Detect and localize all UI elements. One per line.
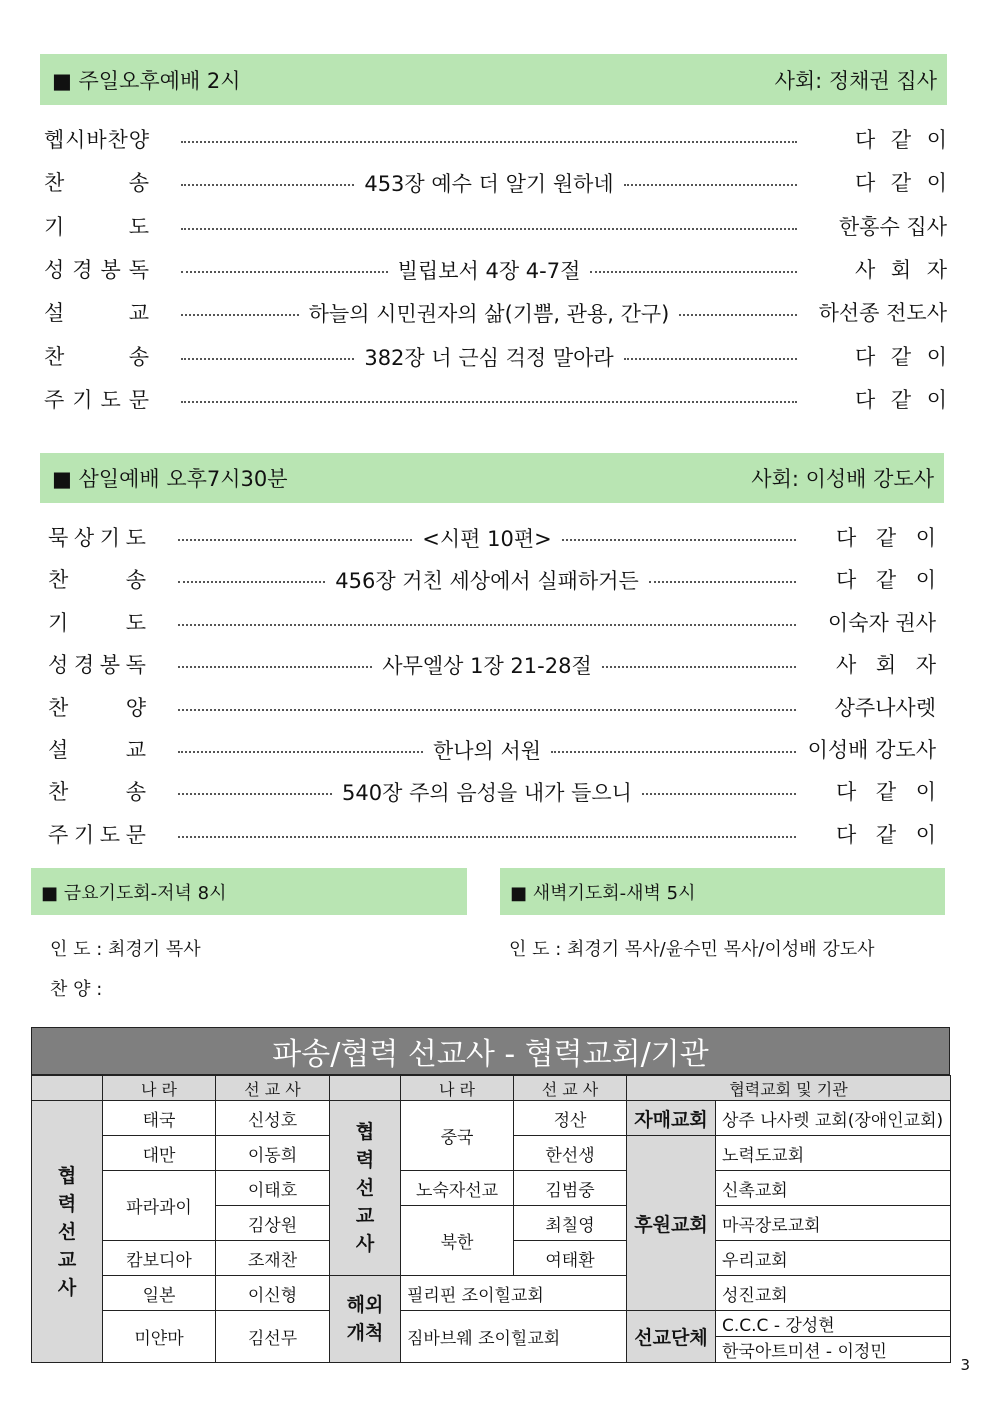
order-row (48, 777, 936, 807)
missions-title: 파송/협력 선교사 - 협력교회/기관 (31, 1027, 950, 1075)
table-cell: 김상원 (216, 1206, 330, 1241)
dotted-leader (178, 751, 423, 753)
sunday-host: 사회: 정채권 집사 (774, 68, 937, 93)
table-header-missionary: 선 교 사 (514, 1076, 627, 1101)
dotted-leader (679, 314, 797, 316)
order-row (48, 820, 936, 850)
wednesday-header-bar (40, 453, 944, 503)
order-row (48, 650, 936, 680)
table-cell: 대만 (103, 1136, 216, 1171)
dotted-leader (181, 358, 354, 360)
order-row (48, 523, 936, 553)
dotted-leader (178, 836, 796, 838)
dotted-leader (649, 581, 796, 583)
table-cell: 일본 (103, 1276, 216, 1311)
org-item: 한국아트미션 - 이정민 (716, 1336, 950, 1362)
dotted-leader (181, 184, 354, 186)
order-leader: 다 같 이 (855, 387, 947, 412)
dotted-leader (178, 624, 796, 626)
table-cell: 성진교회 (716, 1276, 951, 1311)
table-cell: 이태호 (216, 1171, 330, 1206)
table-cell: 정산 (514, 1101, 627, 1136)
missions-table (31, 1075, 951, 1363)
order-content: 540장 주의 음성을 내가 들으니 (342, 781, 632, 806)
sunday-title: ■ 주일오후예배 2시 (52, 68, 241, 93)
dawn-title: ■ 새벽기도회-새벽 5시 (510, 882, 696, 904)
order-label: 기 도 (44, 214, 149, 239)
table-cell: 김범중 (514, 1171, 627, 1206)
order-row (44, 125, 947, 155)
order-row (44, 212, 947, 242)
sunday-header-bar (40, 54, 947, 105)
order-content: 한나의 서원 (432, 739, 542, 763)
dotted-leader (178, 709, 796, 711)
dotted-leader (602, 666, 796, 668)
dotted-leader (562, 539, 796, 541)
order-row (48, 608, 936, 638)
org-item: C.C.C - 강성현 (722, 1316, 835, 1336)
order-content: 456장 거친 세상에서 실패하거든 (335, 569, 639, 594)
order-row (44, 168, 947, 198)
friday-header-bar (31, 868, 467, 915)
order-leader: 다 같 이 (836, 568, 936, 593)
dotted-leader (181, 271, 388, 273)
table-cell: 조재찬 (216, 1241, 330, 1276)
order-content: 빌립보서 4장 4-7절 (397, 258, 581, 283)
order-label: 헵 시 바 찬 양 (44, 128, 149, 152)
group2-label: 협 력 선 교 사 (330, 1101, 401, 1276)
dotted-leader (551, 751, 796, 753)
order-content: 하늘의 시민권자의 삶(기쁨, 관용, 간구) (308, 302, 670, 327)
dotted-leader (178, 666, 372, 668)
dawn-header-bar (500, 868, 945, 915)
page-number: 3 (960, 1356, 970, 1374)
dotted-leader (178, 539, 412, 541)
table-cell: 우리교회 (716, 1241, 951, 1276)
order-label: 주 기 도 문 (48, 822, 146, 847)
dotted-leader (181, 141, 797, 143)
table-header-country: 나 라 (103, 1076, 216, 1101)
table-cell: 신촉교회 (716, 1171, 951, 1206)
order-leader: 이성배 강도사 (807, 738, 936, 762)
order-label: 성 경 봉 독 (48, 653, 146, 678)
table-cell: 미얀마 (103, 1311, 216, 1363)
order-content: 사무엘상 1장 21-28절 (382, 654, 592, 679)
order-row (44, 255, 947, 285)
order-label: 기 도 (48, 610, 146, 635)
table-cell (716, 1311, 951, 1363)
table-cell: 중국 (401, 1101, 514, 1171)
table-cell: 북한 (401, 1206, 514, 1276)
table-header-missionary: 선 교 사 (216, 1076, 330, 1101)
order-label: 주 기 도 문 (44, 387, 149, 412)
dotted-leader (181, 314, 299, 316)
table-cell: 짐바브웨 조이힐교회 (401, 1311, 627, 1363)
dotted-leader (642, 793, 796, 795)
org-label: 선교단체 (627, 1311, 716, 1363)
order-content: 453장 예수 더 알기 원하네 (364, 172, 614, 197)
order-leader: 한홍수 집사 (838, 214, 947, 239)
table-cell: 마곡장로교회 (716, 1206, 951, 1241)
order-leader: 사 회 자 (855, 257, 947, 282)
order-leader: 다 같 이 (855, 171, 947, 196)
order-label: 찬 양 (48, 695, 146, 720)
order-leader: 상주나사렛 (834, 695, 936, 720)
table-cell: 신성호 (216, 1101, 330, 1136)
order-row (44, 298, 947, 328)
order-leader: 다 같 이 (855, 128, 947, 152)
dotted-leader (181, 228, 797, 230)
dotted-leader (178, 793, 332, 795)
dawn-lead: 인 도 : 최경기 목사/윤수민 목사/이성배 강도사 (509, 939, 875, 960)
table-cell: 파라과이 (103, 1171, 216, 1241)
friday-praise: 찬 양 : (50, 979, 103, 1000)
table-header-country: 나 라 (401, 1076, 514, 1101)
table-cell: 김선무 (216, 1311, 330, 1363)
order-label: 찬 송 (48, 780, 146, 805)
overseas-label: 해외 개척 (330, 1276, 401, 1363)
table-cell: 최칠영 (514, 1206, 627, 1241)
dotted-leader (181, 401, 797, 403)
order-label: 설 교 (48, 738, 146, 762)
table-cell: 필리핀 조이힐교회 (401, 1276, 627, 1311)
sister-label: 자매교회 (627, 1101, 716, 1136)
order-leader: 다 같 이 (836, 822, 936, 847)
order-label: 성 경 봉 독 (44, 257, 149, 282)
order-leader: 이숙자 권사 (827, 610, 936, 635)
order-row (44, 342, 947, 372)
group1-label: 협 력 선 교 사 (32, 1101, 103, 1363)
order-leader: 하선종 전도사 (818, 301, 947, 326)
order-label: 찬 송 (44, 344, 149, 369)
order-row (48, 565, 936, 595)
table-cell: 여태환 (514, 1241, 627, 1276)
table-cell: 태국 (103, 1101, 216, 1136)
dotted-leader (178, 581, 325, 583)
wednesday-title: ■ 삼일예배 오후7시30분 (52, 467, 288, 491)
order-label: 설 교 (44, 301, 149, 326)
support-label: 후원교회 (627, 1136, 716, 1311)
order-leader: 다 같 이 (836, 780, 936, 805)
wednesday-host: 사회: 이성배 강도사 (751, 467, 934, 491)
table-cell: 이동희 (216, 1136, 330, 1171)
dotted-leader (624, 358, 797, 360)
table-header-empty (32, 1076, 103, 1101)
friday-title: ■ 금요기도회-저녁 8시 (41, 882, 227, 904)
order-leader: 다 같 이 (836, 526, 936, 550)
order-label: 찬 송 (48, 568, 146, 593)
table-cell: 이신형 (216, 1276, 330, 1311)
table-header-empty (330, 1076, 401, 1101)
order-leader: 다 같 이 (855, 344, 947, 369)
order-row (44, 385, 947, 415)
table-cell: 노숙자선교 (401, 1171, 514, 1206)
table-cell: 한선생 (514, 1136, 627, 1171)
table-cell: 캄보디아 (103, 1241, 216, 1276)
order-content: 382장 너 근심 걱정 말아라 (364, 345, 614, 370)
table-header-partner: 협력교회 및 기관 (627, 1076, 951, 1101)
order-row (48, 693, 936, 723)
table-cell: 상주 나사렛 교회(장애인교회) (716, 1101, 951, 1136)
dotted-leader (624, 184, 797, 186)
order-leader: 사 회 자 (836, 653, 936, 678)
friday-lead: 인 도 : 최경기 목사 (50, 939, 201, 960)
order-row (48, 735, 936, 765)
order-content: <시편 10편> (422, 527, 552, 551)
order-label: 묵 상 기 도 (48, 526, 146, 550)
order-label: 찬 송 (44, 171, 149, 196)
dotted-leader (590, 271, 797, 273)
table-cell: 노력도교회 (716, 1136, 951, 1171)
